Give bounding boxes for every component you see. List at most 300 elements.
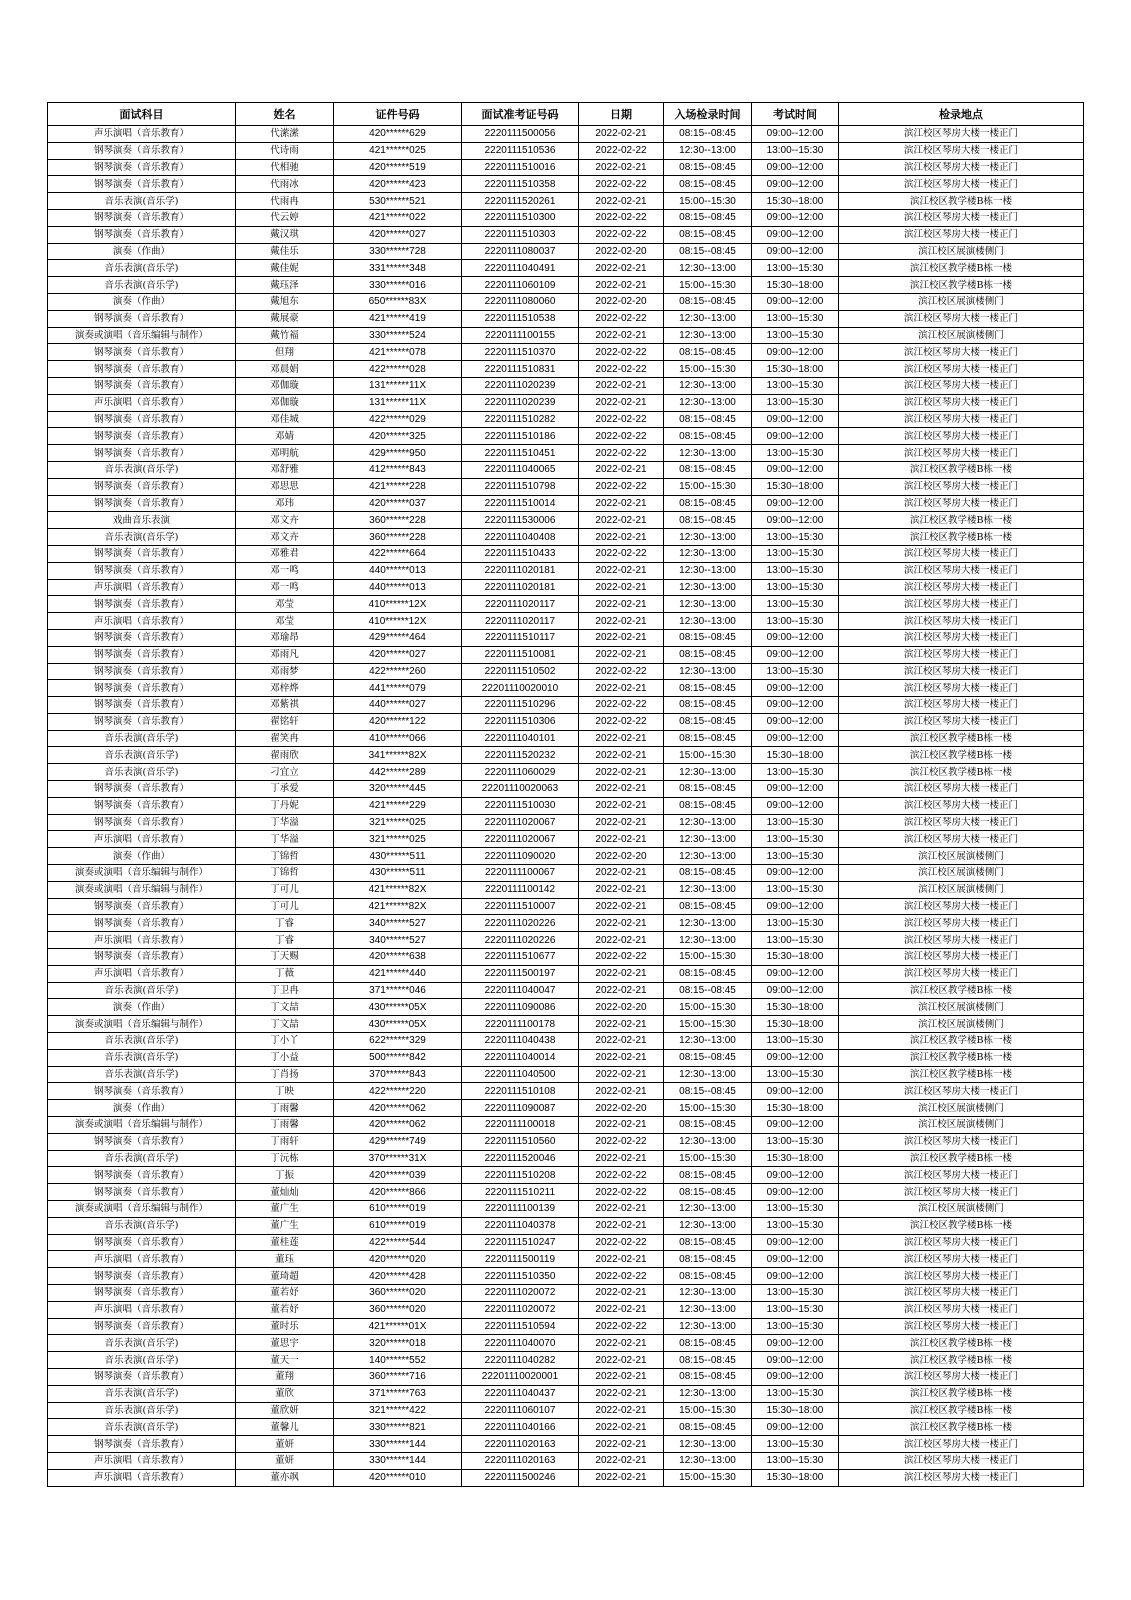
cell-date: 2022-02-22 — [579, 142, 664, 159]
table-row — [48, 613, 1084, 630]
cell-admission-number: 2220111040408 — [462, 529, 579, 546]
cell-date: 2022-02-21 — [579, 1033, 664, 1050]
cell-checkin-location: 滨江校区琴房大楼一楼正门 — [839, 1301, 1084, 1318]
cell-date: 2022-02-21 — [579, 1217, 664, 1234]
cell-name: 丁薇 — [236, 965, 334, 982]
cell-name: 董妍 — [236, 1452, 334, 1469]
table-row — [48, 209, 1084, 226]
cell-admission-number: 2220111510358 — [462, 176, 579, 193]
cell-admission-number: 2220111510433 — [462, 545, 579, 562]
table-row — [48, 814, 1084, 831]
cell-id-number: 422******220 — [334, 1083, 462, 1100]
cell-name: 董天一 — [236, 1352, 334, 1369]
cell-checkin-time: 12:30--13:00 — [664, 831, 752, 848]
cell-name: 董广生 — [236, 1201, 334, 1218]
cell-id-number: 430******511 — [334, 865, 462, 882]
cell-id-number: 412******843 — [334, 461, 462, 478]
cell-exam-time: 09:00--12:00 — [752, 1335, 839, 1352]
cell-name: 丁振 — [236, 1167, 334, 1184]
cell-date: 2022-02-21 — [579, 596, 664, 613]
cell-subject: 钢琴演奏（音乐教育） — [48, 1284, 236, 1301]
table-row — [48, 713, 1084, 730]
cell-subject: 音乐表演(音乐学) — [48, 1419, 236, 1436]
cell-exam-time: 09:00--12:00 — [752, 428, 839, 445]
cell-admission-number: 2220111100067 — [462, 865, 579, 882]
cell-id-number: 420******122 — [334, 713, 462, 730]
cell-checkin-location: 滨江校区琴房大楼一楼正门 — [839, 781, 1084, 798]
cell-exam-time: 13:00--15:30 — [752, 663, 839, 680]
table-row — [48, 898, 1084, 915]
cell-exam-time: 15:30--18:00 — [752, 999, 839, 1016]
cell-exam-time: 09:00--12:00 — [752, 898, 839, 915]
cell-id-number: 422******260 — [334, 663, 462, 680]
table-row — [48, 1268, 1084, 1285]
cell-id-number: 131******11X — [334, 377, 462, 394]
cell-id-number: 360******020 — [334, 1284, 462, 1301]
cell-checkin-location: 滨江校区琴房大楼一楼正门 — [839, 663, 1084, 680]
table-row — [48, 1419, 1084, 1436]
cell-subject: 音乐表演(音乐学) — [48, 461, 236, 478]
cell-exam-time: 15:30--18:00 — [752, 1150, 839, 1167]
cell-subject: 演奏或演唱（音乐编辑与制作） — [48, 1117, 236, 1134]
cell-checkin-time: 12:30--13:00 — [664, 1318, 752, 1335]
cell-id-number: 331******348 — [334, 260, 462, 277]
cell-admission-number: 2220111510502 — [462, 663, 579, 680]
table-row — [48, 1352, 1084, 1369]
cell-subject: 钢琴演奏（音乐教育） — [48, 663, 236, 680]
cell-subject: 钢琴演奏（音乐教育） — [48, 411, 236, 428]
table-row — [48, 1234, 1084, 1251]
cell-checkin-location: 滨江校区琴房大楼一楼正门 — [839, 1469, 1084, 1486]
table-row — [48, 226, 1084, 243]
cell-subject: 钢琴演奏（音乐教育） — [48, 781, 236, 798]
cell-admission-number: 2220111060107 — [462, 1402, 579, 1419]
cell-checkin-time: 08:15--08:45 — [664, 1049, 752, 1066]
cell-name: 邓一鸣 — [236, 579, 334, 596]
cell-subject: 钢琴演奏（音乐教育） — [48, 898, 236, 915]
table-row — [48, 142, 1084, 159]
cell-checkin-time: 12:30--13:00 — [664, 848, 752, 865]
cell-checkin-location: 滨江校区琴房大楼一楼正门 — [839, 495, 1084, 512]
cell-exam-time: 09:00--12:00 — [752, 781, 839, 798]
cell-date: 2022-02-21 — [579, 1117, 664, 1134]
cell-checkin-location: 滨江校区教学楼B栋一楼 — [839, 1335, 1084, 1352]
cell-exam-time: 13:00--15:30 — [752, 545, 839, 562]
cell-date: 2022-02-21 — [579, 1201, 664, 1218]
cell-checkin-location: 滨江校区琴房大楼一楼正门 — [839, 209, 1084, 226]
cell-name: 丁小丫 — [236, 1033, 334, 1050]
cell-date: 2022-02-20 — [579, 293, 664, 310]
cell-subject: 钢琴演奏（音乐教育） — [48, 646, 236, 663]
cell-name: 丁雨馨 — [236, 1117, 334, 1134]
cell-id-number: 330******821 — [334, 1419, 462, 1436]
cell-exam-time: 13:00--15:30 — [752, 915, 839, 932]
cell-date: 2022-02-21 — [579, 781, 664, 798]
cell-name: 丁可儿 — [236, 881, 334, 898]
cell-id-number: 321******025 — [334, 814, 462, 831]
cell-admission-number: 2220111090086 — [462, 999, 579, 1016]
table-row — [48, 243, 1084, 260]
cell-subject: 声乐演唱（音乐教育） — [48, 965, 236, 982]
cell-id-number: 420******428 — [334, 1268, 462, 1285]
cell-id-number: 370******31X — [334, 1150, 462, 1167]
table-row — [48, 445, 1084, 462]
cell-name: 邓文卉 — [236, 512, 334, 529]
cell-checkin-location: 滨江校区琴房大楼一楼正门 — [839, 226, 1084, 243]
cell-checkin-time: 08:15--08:45 — [664, 1167, 752, 1184]
cell-checkin-location: 滨江校区琴房大楼一楼正门 — [839, 1133, 1084, 1150]
cell-checkin-time: 08:15--08:45 — [664, 730, 752, 747]
cell-admission-number: 2220111500119 — [462, 1251, 579, 1268]
cell-name: 丁锦哲 — [236, 848, 334, 865]
cell-date: 2022-02-21 — [579, 831, 664, 848]
table-row — [48, 1217, 1084, 1234]
cell-admission-number: 2220111020163 — [462, 1452, 579, 1469]
cell-name: 丁沅栋 — [236, 1150, 334, 1167]
cell-id-number: 430******05X — [334, 1016, 462, 1033]
cell-checkin-time: 12:30--13:00 — [664, 1452, 752, 1469]
cell-name: 董欣妍 — [236, 1402, 334, 1419]
cell-exam-time: 13:00--15:30 — [752, 1452, 839, 1469]
table-row — [48, 478, 1084, 495]
cell-admission-number: 2220111080060 — [462, 293, 579, 310]
table-row — [48, 1284, 1084, 1301]
cell-checkin-time: 08:15--08:45 — [664, 797, 752, 814]
cell-exam-time: 09:00--12:00 — [752, 1167, 839, 1184]
cell-name: 丁承爱 — [236, 781, 334, 798]
cell-date: 2022-02-21 — [579, 932, 664, 949]
table-row — [48, 126, 1084, 143]
cell-checkin-location: 滨江校区琴房大楼一楼正门 — [839, 445, 1084, 462]
table-row — [48, 1033, 1084, 1050]
cell-subject: 声乐演唱（音乐教育） — [48, 579, 236, 596]
cell-checkin-time: 12:30--13:00 — [664, 579, 752, 596]
cell-id-number: 622******329 — [334, 1033, 462, 1050]
table-row — [48, 697, 1084, 714]
cell-checkin-location: 滨江校区琴房大楼一楼正门 — [839, 562, 1084, 579]
cell-id-number: 421******229 — [334, 797, 462, 814]
cell-date: 2022-02-21 — [579, 1419, 664, 1436]
cell-subject: 钢琴演奏（音乐教育） — [48, 1167, 236, 1184]
cell-name: 董欣 — [236, 1385, 334, 1402]
table-row — [48, 411, 1084, 428]
cell-checkin-location: 滨江校区琴房大楼一楼正门 — [839, 1436, 1084, 1453]
cell-id-number: 340******527 — [334, 932, 462, 949]
cell-checkin-location: 滨江校区琴房大楼一楼正门 — [839, 1083, 1084, 1100]
table-row — [48, 310, 1084, 327]
cell-id-number: 429******464 — [334, 629, 462, 646]
cell-checkin-time: 15:00--15:30 — [664, 1016, 752, 1033]
cell-checkin-time: 12:30--13:00 — [664, 1217, 752, 1234]
table-row — [48, 1251, 1084, 1268]
cell-checkin-time: 12:30--13:00 — [664, 445, 752, 462]
cell-name: 代潆潆 — [236, 126, 334, 143]
cell-id-number: 420******027 — [334, 226, 462, 243]
cell-subject: 钢琴演奏（音乐教育） — [48, 344, 236, 361]
cell-subject: 钢琴演奏（音乐教育） — [48, 361, 236, 378]
cell-checkin-location: 滨江校区琴房大楼一楼正门 — [839, 545, 1084, 562]
cell-exam-time: 13:00--15:30 — [752, 562, 839, 579]
cell-checkin-location: 滨江校区琴房大楼一楼正门 — [839, 596, 1084, 613]
cell-id-number: 422******664 — [334, 545, 462, 562]
cell-subject: 钢琴演奏（音乐教育） — [48, 159, 236, 176]
cell-subject: 钢琴演奏（音乐教育） — [48, 1083, 236, 1100]
cell-admission-number: 2220111510350 — [462, 1268, 579, 1285]
cell-admission-number: 2220111040438 — [462, 1033, 579, 1050]
table-row — [48, 999, 1084, 1016]
cell-date: 2022-02-22 — [579, 713, 664, 730]
cell-checkin-location: 滨江校区琴房大楼一楼正门 — [839, 176, 1084, 193]
cell-subject: 演奏（作曲） — [48, 999, 236, 1016]
cell-id-number: 650******83X — [334, 293, 462, 310]
cell-exam-time: 09:00--12:00 — [752, 1117, 839, 1134]
cell-exam-time: 09:00--12:00 — [752, 411, 839, 428]
cell-id-number: 442******289 — [334, 764, 462, 781]
cell-checkin-location: 滨江校区琴房大楼一楼正门 — [839, 814, 1084, 831]
cell-id-number: 420******062 — [334, 1117, 462, 1134]
cell-exam-time: 15:30--18:00 — [752, 1100, 839, 1117]
cell-date: 2022-02-20 — [579, 848, 664, 865]
cell-id-number: 330******144 — [334, 1452, 462, 1469]
cell-exam-time: 09:00--12:00 — [752, 730, 839, 747]
cell-name: 邓玮 — [236, 495, 334, 512]
cell-name: 丁雨馨 — [236, 1100, 334, 1117]
cell-subject: 声乐演唱（音乐教育） — [48, 831, 236, 848]
table-row — [48, 461, 1084, 478]
cell-exam-time: 09:00--12:00 — [752, 126, 839, 143]
header-admission-number: 面试准考证号码 — [462, 103, 579, 126]
cell-subject: 钢琴演奏（音乐教育） — [48, 1234, 236, 1251]
table-row — [48, 344, 1084, 361]
cell-admission-number: 2220111510538 — [462, 310, 579, 327]
cell-checkin-location: 滨江校区教学楼B栋一楼 — [839, 193, 1084, 210]
cell-checkin-location: 滨江校区琴房大楼一楼正门 — [839, 646, 1084, 663]
cell-date: 2022-02-22 — [579, 1268, 664, 1285]
table-row — [48, 1452, 1084, 1469]
cell-id-number: 420******062 — [334, 1100, 462, 1117]
cell-date: 2022-02-22 — [579, 209, 664, 226]
cell-checkin-time: 08:15--08:45 — [664, 629, 752, 646]
cell-id-number: 420******519 — [334, 159, 462, 176]
cell-id-number: 420******325 — [334, 428, 462, 445]
cell-name: 邓伽璇 — [236, 394, 334, 411]
cell-checkin-location: 滨江校区教学楼B栋一楼 — [839, 1066, 1084, 1083]
cell-exam-time: 13:00--15:30 — [752, 848, 839, 865]
cell-exam-time: 09:00--12:00 — [752, 1234, 839, 1251]
cell-name: 丁肖扬 — [236, 1066, 334, 1083]
cell-id-number: 330******524 — [334, 327, 462, 344]
cell-id-number: 420******020 — [334, 1251, 462, 1268]
cell-name: 董翔 — [236, 1368, 334, 1385]
cell-id-number: 360******228 — [334, 529, 462, 546]
cell-checkin-location: 滨江校区琴房大楼一楼正门 — [839, 1167, 1084, 1184]
cell-id-number: 420******027 — [334, 646, 462, 663]
cell-exam-time: 13:00--15:30 — [752, 394, 839, 411]
cell-subject: 声乐演唱（音乐教育） — [48, 1301, 236, 1318]
table-row — [48, 176, 1084, 193]
cell-admission-number: 2220111510211 — [462, 1184, 579, 1201]
cell-date: 2022-02-22 — [579, 545, 664, 562]
cell-checkin-location: 滨江校区琴房大楼一楼正门 — [839, 579, 1084, 596]
cell-subject: 演奏或演唱（音乐编辑与制作） — [48, 1016, 236, 1033]
cell-checkin-time: 08:15--08:45 — [664, 646, 752, 663]
table-row — [48, 1066, 1084, 1083]
cell-subject: 钢琴演奏（音乐教育） — [48, 562, 236, 579]
cell-exam-time: 13:00--15:30 — [752, 310, 839, 327]
cell-name: 戴展豪 — [236, 310, 334, 327]
cell-subject: 音乐表演(音乐学) — [48, 730, 236, 747]
cell-admission-number: 2220111020226 — [462, 932, 579, 949]
cell-id-number: 530******521 — [334, 193, 462, 210]
cell-name: 邓雨梦 — [236, 663, 334, 680]
cell-id-number: 410******12X — [334, 613, 462, 630]
cell-id-number: 371******763 — [334, 1385, 462, 1402]
cell-checkin-time: 15:00--15:30 — [664, 949, 752, 966]
table-row — [48, 965, 1084, 982]
header-id-number: 证件号码 — [334, 103, 462, 126]
cell-checkin-location: 滨江校区展演楼侧门 — [839, 1201, 1084, 1218]
cell-exam-time: 15:30--18:00 — [752, 277, 839, 294]
cell-subject: 钢琴演奏（音乐教育） — [48, 478, 236, 495]
cell-exam-time: 15:30--18:00 — [752, 1016, 839, 1033]
cell-checkin-location: 滨江校区琴房大楼一楼正门 — [839, 713, 1084, 730]
cell-subject: 钢琴演奏（音乐教育） — [48, 545, 236, 562]
cell-exam-time: 09:00--12:00 — [752, 965, 839, 982]
cell-checkin-time: 08:15--08:45 — [664, 428, 752, 445]
cell-checkin-location: 滨江校区教学楼B栋一楼 — [839, 1033, 1084, 1050]
cell-name: 戴竹福 — [236, 327, 334, 344]
cell-name: 董桂莲 — [236, 1234, 334, 1251]
cell-name: 邓晨娟 — [236, 361, 334, 378]
cell-exam-time: 13:00--15:30 — [752, 814, 839, 831]
cell-date: 2022-02-21 — [579, 965, 664, 982]
cell-checkin-location: 滨江校区教学楼B栋一楼 — [839, 260, 1084, 277]
cell-admission-number: 2220111040047 — [462, 982, 579, 999]
cell-checkin-location: 滨江校区琴房大楼一楼正门 — [839, 915, 1084, 932]
table-row — [48, 865, 1084, 882]
cell-exam-time: 13:00--15:30 — [752, 1301, 839, 1318]
cell-admission-number: 2220111090020 — [462, 848, 579, 865]
cell-date: 2022-02-21 — [579, 512, 664, 529]
cell-checkin-time: 08:15--08:45 — [664, 512, 752, 529]
cell-name: 丁文喆 — [236, 999, 334, 1016]
cell-exam-time: 15:30--18:00 — [752, 747, 839, 764]
cell-checkin-location: 滨江校区展演楼侧门 — [839, 1016, 1084, 1033]
cell-name: 丁天赐 — [236, 949, 334, 966]
cell-date: 2022-02-22 — [579, 344, 664, 361]
cell-admission-number: 2220111020117 — [462, 613, 579, 630]
cell-admission-number: 22201110020001 — [462, 1368, 579, 1385]
cell-name: 丁睿 — [236, 915, 334, 932]
cell-checkin-time: 12:30--13:00 — [664, 260, 752, 277]
cell-checkin-time: 08:15--08:45 — [664, 965, 752, 982]
table-row — [48, 1049, 1084, 1066]
cell-id-number: 430******05X — [334, 999, 462, 1016]
cell-name: 董琦超 — [236, 1268, 334, 1285]
cell-date: 2022-02-21 — [579, 327, 664, 344]
cell-checkin-location: 滨江校区琴房大楼一楼正门 — [839, 428, 1084, 445]
cell-admission-number: 2220111020067 — [462, 831, 579, 848]
cell-date: 2022-02-21 — [579, 1385, 664, 1402]
header-checkin-location: 检录地点 — [839, 103, 1084, 126]
cell-checkin-location: 滨江校区琴房大楼一楼正门 — [839, 1452, 1084, 1469]
cell-name: 戴佳乐 — [236, 243, 334, 260]
cell-admission-number: 2220111510030 — [462, 797, 579, 814]
cell-admission-number: 2220111040491 — [462, 260, 579, 277]
cell-checkin-time: 08:15--08:45 — [664, 1117, 752, 1134]
cell-exam-time: 09:00--12:00 — [752, 697, 839, 714]
cell-subject: 钢琴演奏（音乐教育） — [48, 310, 236, 327]
cell-exam-time: 09:00--12:00 — [752, 629, 839, 646]
table-row — [48, 629, 1084, 646]
cell-name: 董灿灿 — [236, 1184, 334, 1201]
cell-checkin-time: 08:15--08:45 — [664, 293, 752, 310]
cell-admission-number: 2220111510594 — [462, 1318, 579, 1335]
cell-date: 2022-02-21 — [579, 865, 664, 882]
cell-date: 2022-02-21 — [579, 1352, 664, 1369]
cell-checkin-time: 15:00--15:30 — [664, 747, 752, 764]
cell-subject: 钢琴演奏（音乐教育） — [48, 495, 236, 512]
cell-checkin-time: 15:00--15:30 — [664, 1100, 752, 1117]
cell-subject: 演奏或演唱（音乐编辑与制作） — [48, 327, 236, 344]
cell-checkin-time: 12:30--13:00 — [664, 1133, 752, 1150]
cell-checkin-time: 08:15--08:45 — [664, 176, 752, 193]
cell-admission-number: 2220111530006 — [462, 512, 579, 529]
cell-exam-time: 15:30--18:00 — [752, 478, 839, 495]
cell-checkin-time: 12:30--13:00 — [664, 932, 752, 949]
cell-exam-time: 13:00--15:30 — [752, 764, 839, 781]
cell-checkin-location: 滨江校区展演楼侧门 — [839, 848, 1084, 865]
table-row — [48, 1402, 1084, 1419]
table-row — [48, 596, 1084, 613]
cell-name: 邓明航 — [236, 445, 334, 462]
cell-subject: 钢琴演奏（音乐教育） — [48, 1318, 236, 1335]
cell-checkin-location: 滨江校区教学楼B栋一楼 — [839, 1419, 1084, 1436]
cell-exam-time: 13:00--15:30 — [752, 932, 839, 949]
cell-date: 2022-02-21 — [579, 898, 664, 915]
cell-admission-number: 2220111510186 — [462, 428, 579, 445]
cell-subject: 钢琴演奏（音乐教育） — [48, 680, 236, 697]
cell-checkin-location: 滨江校区琴房大楼一楼正门 — [839, 361, 1084, 378]
cell-exam-time: 13:00--15:30 — [752, 613, 839, 630]
cell-checkin-time: 08:15--08:45 — [664, 209, 752, 226]
cell-subject: 钢琴演奏（音乐教育） — [48, 1368, 236, 1385]
cell-name: 戴旭东 — [236, 293, 334, 310]
cell-date: 2022-02-20 — [579, 1100, 664, 1117]
cell-checkin-time: 08:15--08:45 — [664, 243, 752, 260]
cell-exam-time: 09:00--12:00 — [752, 982, 839, 999]
cell-date: 2022-02-22 — [579, 445, 664, 462]
cell-name: 邓莹 — [236, 596, 334, 613]
cell-checkin-location: 滨江校区琴房大楼一楼正门 — [839, 394, 1084, 411]
cell-exam-time: 13:00--15:30 — [752, 1201, 839, 1218]
cell-admission-number: 2220111510306 — [462, 713, 579, 730]
cell-id-number: 440******013 — [334, 562, 462, 579]
cell-admission-number: 2220111510370 — [462, 344, 579, 361]
cell-checkin-location: 滨江校区琴房大楼一楼正门 — [839, 697, 1084, 714]
cell-name: 董亦飒 — [236, 1469, 334, 1486]
cell-admission-number: 2220111510303 — [462, 226, 579, 243]
cell-subject: 声乐演唱（音乐教育） — [48, 932, 236, 949]
cell-subject: 音乐表演(音乐学) — [48, 277, 236, 294]
cell-date: 2022-02-21 — [579, 915, 664, 932]
cell-name: 董妍 — [236, 1436, 334, 1453]
cell-exam-time: 09:00--12:00 — [752, 159, 839, 176]
cell-checkin-time: 08:15--08:45 — [664, 461, 752, 478]
cell-subject: 音乐表演(音乐学) — [48, 1066, 236, 1083]
cell-checkin-location: 滨江校区展演楼侧门 — [839, 327, 1084, 344]
cell-checkin-time: 12:30--13:00 — [664, 562, 752, 579]
